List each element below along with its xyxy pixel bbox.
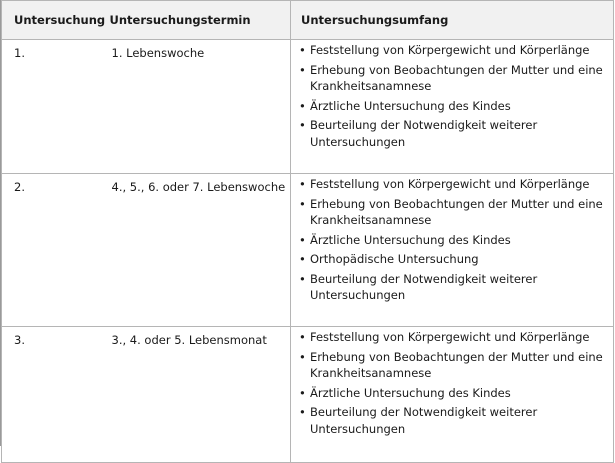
- list-item: • Erhebung von Beobachtungen der Mutter und eine Krankheitsanamnese: [299, 196, 609, 229]
- row-umfang: [291, 40, 614, 174]
- list-item: • Feststellung von Körpergewicht und Körperlänge: [299, 176, 609, 193]
- item-list: [299, 42, 609, 150]
- list-item: • Ärztliche Untersuchung des Kindes: [299, 232, 609, 249]
- row-termin: 4., 5., 6. oder 7. Lebenswoche: [100, 174, 291, 327]
- list-item: • Ärztliche Untersuchung des Kindes: [299, 98, 609, 115]
- row-termin: 1. Lebenswoche: [100, 40, 291, 174]
- list-item: • Orthopädische Untersuchung: [299, 251, 609, 268]
- list-item: • Feststellung von Körpergewicht und Körperlänge: [299, 329, 609, 346]
- header-termin: Untersuchungstermin: [100, 1, 291, 40]
- row-termin: 3., 4. oder 5. Lebensmonat: [100, 327, 291, 463]
- row-umfang: [291, 327, 614, 463]
- list-item: • Ärztliche Untersuchung des Kindes: [299, 385, 609, 402]
- list-item: • Beurteilung der Notwendigkeit weiterer Untersuchungen: [299, 271, 609, 304]
- examination-table: [1, 0, 614, 463]
- row-umfang: [291, 174, 614, 327]
- table-row: [2, 327, 614, 463]
- header-untersuchung: Untersuchung: [2, 1, 100, 40]
- row-number: 1.: [2, 40, 100, 174]
- row-number: 3.: [2, 327, 100, 463]
- list-item: • Beurteilung der Notwendigkeit weiterer Untersuchungen: [299, 117, 609, 150]
- list-item: • Erhebung von Beobachtungen der Mutter und eine Krankheitsanamnese: [299, 349, 609, 382]
- row-number: 2.: [2, 174, 100, 327]
- item-list: [299, 176, 609, 304]
- list-item: • Erhebung von Beobachtungen der Mutter und eine Krankheitsanamnese: [299, 62, 609, 95]
- list-item: • Beurteilung der Notwendigkeit weiterer Untersuchungen: [299, 404, 609, 437]
- header-umfang: Untersuchungsumfang: [291, 1, 614, 40]
- header-row: [2, 1, 614, 40]
- list-item: • Feststellung von Körpergewicht und Körperlänge: [299, 42, 609, 59]
- item-list: [299, 329, 609, 437]
- table-row: [2, 40, 614, 174]
- table-row: [2, 174, 614, 327]
